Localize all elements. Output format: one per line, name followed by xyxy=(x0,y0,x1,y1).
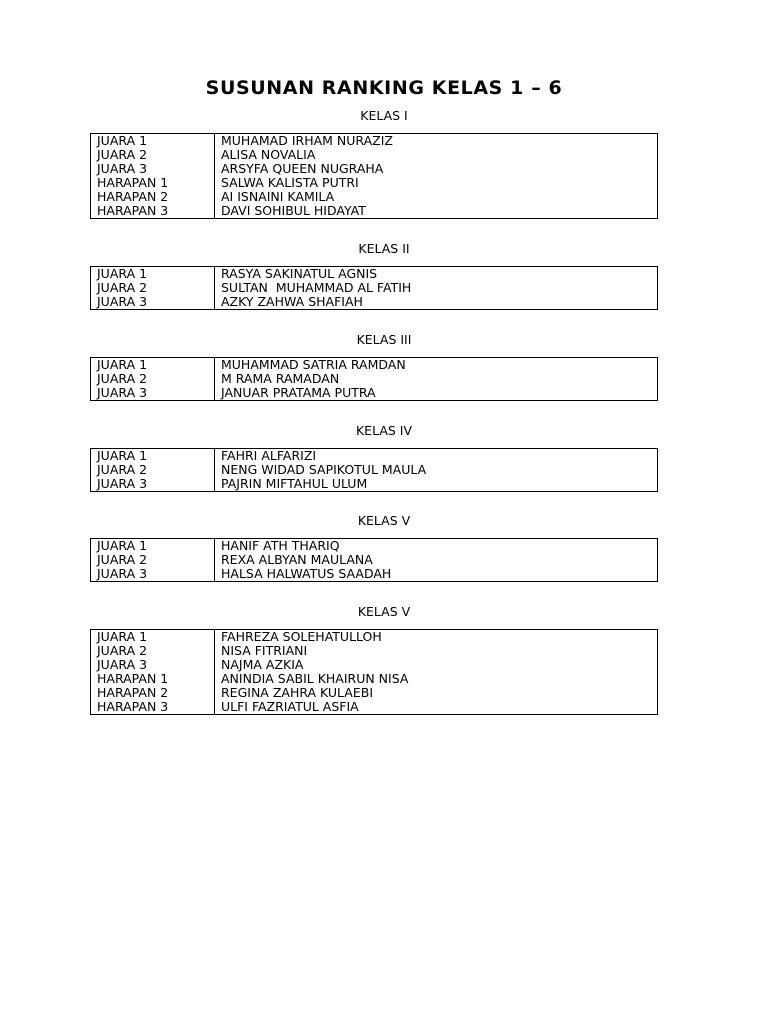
table-row xyxy=(91,148,658,162)
table-row xyxy=(91,644,658,658)
rank-cell: HARAPAN 2 xyxy=(91,190,215,204)
student-name-cell: M RAMA RAMADAN xyxy=(221,372,340,386)
rank-cell: JUARA 3 xyxy=(91,162,215,176)
table-row xyxy=(91,295,658,310)
section-heading: KELAS II xyxy=(358,241,410,256)
student-name-cell: MUHAMAD IRHAM NURAZIZ xyxy=(221,133,393,148)
section-heading: KELAS I xyxy=(360,108,408,123)
student-name-cell: AI ISNAINI KAMILA xyxy=(221,190,335,204)
rank-cell: JUARA 3 xyxy=(91,295,215,310)
student-name-cell: REGINA ZAHRA KULAEBI xyxy=(221,686,374,700)
student-name-cell: NENG WIDAD SAPIKOTUL MAULA xyxy=(221,463,427,477)
rank-cell: JUARA 3 xyxy=(91,477,215,492)
rank-cell: HARAPAN 2 xyxy=(91,686,215,700)
table-row xyxy=(91,281,658,295)
rank-cell: JUARA 3 xyxy=(91,567,215,582)
table-row xyxy=(91,176,658,190)
rank-cell: JUARA 1 xyxy=(91,630,215,645)
rank-cell: JUARA 3 xyxy=(91,386,215,401)
table-row xyxy=(91,477,658,492)
table-row xyxy=(91,672,658,686)
rank-cell: JUARA 1 xyxy=(91,358,215,373)
student-name-cell: AZKY ZAHWA SHAFIAH xyxy=(221,295,363,309)
rank-cell: JUARA 2 xyxy=(91,644,215,658)
rank-cell: JUARA 3 xyxy=(91,658,215,672)
student-name-cell: JANUAR PRATAMA PUTRA xyxy=(221,386,376,400)
student-name-cell: HALSA HALWATUS SAADAH xyxy=(221,567,392,581)
table-row xyxy=(91,190,658,204)
student-name-cell: NISA FITRIANI xyxy=(221,644,308,658)
student-name-cell: NAJMA AZKIA xyxy=(221,658,304,672)
rank-cell: JUARA 2 xyxy=(91,553,215,567)
ranking-table xyxy=(90,357,658,401)
student-name-cell: ARSYFA QUEEN NUGRAHA xyxy=(221,162,384,176)
table-row xyxy=(91,463,658,477)
rank-cell: JUARA 2 xyxy=(91,463,215,477)
table-row xyxy=(91,630,658,645)
rank-cell: HARAPAN 1 xyxy=(91,672,215,686)
rank-cell: HARAPAN 3 xyxy=(91,204,215,219)
student-name-cell: ANINDIA SABIL KHAIRUN NISA xyxy=(221,672,409,686)
table-row xyxy=(91,267,658,282)
section-heading: KELAS IV xyxy=(355,423,413,438)
student-name-cell: FAHRI ALFARIZI xyxy=(221,448,317,463)
table-row xyxy=(91,386,658,401)
student-name-cell: FAHREZA SOLEHATULLOH xyxy=(221,629,382,644)
ranking-table xyxy=(90,629,658,715)
ranking-table xyxy=(90,538,658,582)
table-row xyxy=(91,553,658,567)
section-heading: KELAS III xyxy=(356,332,412,347)
table-row xyxy=(91,372,658,386)
ranking-table xyxy=(90,266,658,310)
student-name-cell: DAVI SOHIBUL HIDAYAT xyxy=(221,204,366,218)
rank-cell: JUARA 2 xyxy=(91,281,215,295)
rank-cell: JUARA 1 xyxy=(91,267,215,282)
student-name-cell: MUHAMMAD SATRIA RAMDAN xyxy=(221,357,406,372)
student-name-cell: HANIF ATH THARIQ xyxy=(221,538,340,553)
student-name-cell: PAJRIN MIFTAHUL ULUM xyxy=(221,477,368,491)
document-title: SUSUNAN RANKING KELAS 1 – 6 xyxy=(205,77,563,99)
table-row xyxy=(91,204,658,219)
rank-cell: HARAPAN 1 xyxy=(91,176,215,190)
table-row xyxy=(91,162,658,176)
table-row xyxy=(91,358,658,373)
rank-cell: JUARA 2 xyxy=(91,148,215,162)
rank-cell: JUARA 1 xyxy=(91,539,215,554)
table-row xyxy=(91,134,658,149)
student-name-cell: ALISA NOVALIA xyxy=(221,148,316,162)
student-name-cell: SALWA KALISTA PUTRI xyxy=(221,176,359,190)
ranking-table xyxy=(90,448,658,492)
rank-cell: JUARA 2 xyxy=(91,372,215,386)
table-row xyxy=(91,449,658,464)
rank-cell: HARAPAN 3 xyxy=(91,700,215,715)
section-heading: KELAS V xyxy=(357,604,411,619)
student-name-cell: REXA ALBYAN MAULANA xyxy=(221,553,373,567)
rank-cell: JUARA 1 xyxy=(91,449,215,464)
table-row xyxy=(91,686,658,700)
rank-cell: JUARA 1 xyxy=(91,134,215,149)
student-name-cell: RASYA SAKINATUL AGNIS xyxy=(221,266,378,281)
table-row xyxy=(91,700,658,715)
table-row xyxy=(91,567,658,582)
section-heading: KELAS V xyxy=(357,513,411,528)
ranking-table xyxy=(90,133,658,219)
table-row xyxy=(91,658,658,672)
student-name-cell: SULTAN MUHAMMAD AL FATIH xyxy=(221,281,412,295)
student-name-cell: ULFI FAZRIATUL ASFIA xyxy=(221,700,359,714)
table-row xyxy=(91,539,658,554)
